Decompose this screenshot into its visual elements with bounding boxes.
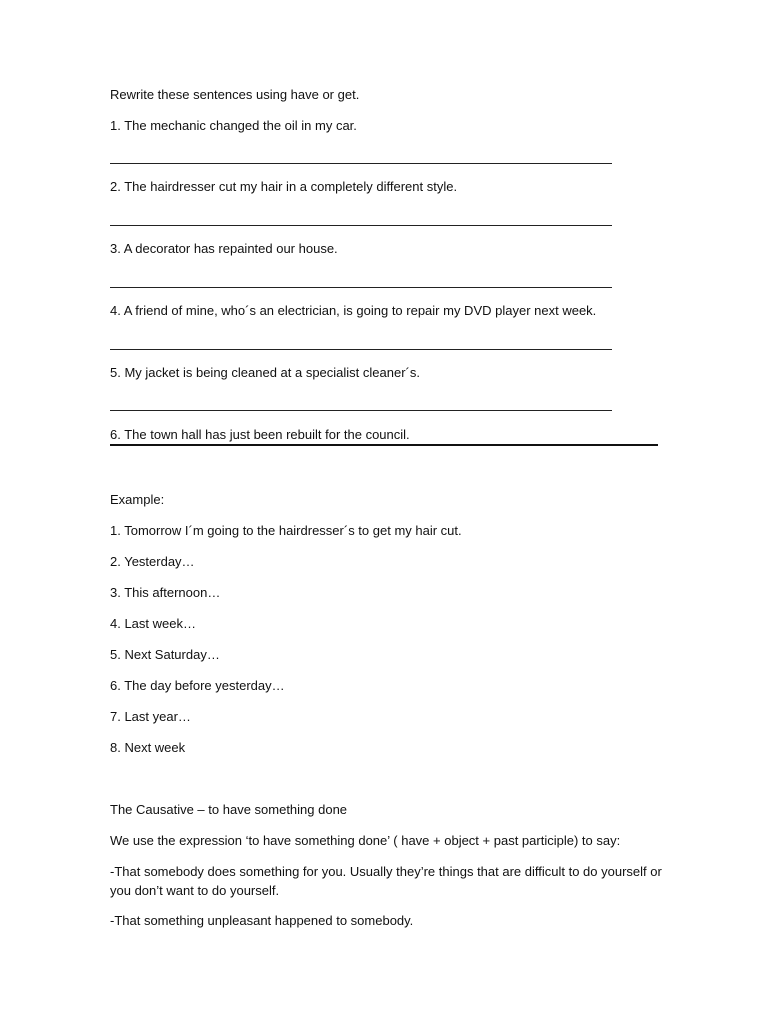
answer-line[interactable] — [110, 349, 612, 350]
answer-line[interactable] — [110, 163, 612, 164]
exercise-item: 4. A friend of mine, who´s an electrician, is going to repair my DVD player next week. — [110, 303, 597, 318]
example-item: 6. The day before yesterday… — [110, 678, 285, 693]
section-divider — [110, 444, 658, 446]
exercise-item: 1. The mechanic changed the oil in my car. — [110, 118, 357, 133]
example-item: 5. Next Saturday… — [110, 647, 220, 662]
exercise-item: 6. The town hall has just been rebuilt for the council. — [110, 427, 410, 442]
example-item: 4. Last week… — [110, 616, 196, 631]
exercise-item: 2. The hairdresser cut my hair in a completely different style. — [110, 179, 458, 194]
answer-line[interactable] — [110, 225, 612, 226]
exercise-item: 3. A decorator has repainted our house. — [110, 241, 338, 256]
example-item: 8. Next week — [110, 740, 186, 755]
example-item: 2. Yesterday… — [110, 554, 195, 569]
grammar-intro: We use the expression ‘to have something done’ ( have + object + past participle) to say: — [110, 833, 621, 848]
example-heading: Example: — [110, 492, 165, 507]
grammar-title: The Causative – to have something done — [110, 802, 348, 817]
example-item: 3. This afternoon… — [110, 585, 221, 600]
grammar-point: -That somebody does something for you. Usually they’re things that are difficult to do yourself or you don’t want to do yourself. — [110, 864, 662, 898]
exercise-instruction: Rewrite these sentences using have or get. — [110, 87, 360, 102]
example-item: 7. Last year… — [110, 709, 191, 724]
exercise-item: 5. My jacket is being cleaned at a specialist cleaner´s. — [110, 365, 420, 380]
example-item: 1. Tomorrow I´m going to the hairdresser´s to get my hair cut. — [110, 523, 462, 538]
answer-line[interactable] — [110, 287, 612, 288]
answer-line[interactable] — [110, 410, 612, 411]
grammar-point: -That something unpleasant happened to somebody. — [110, 913, 414, 928]
